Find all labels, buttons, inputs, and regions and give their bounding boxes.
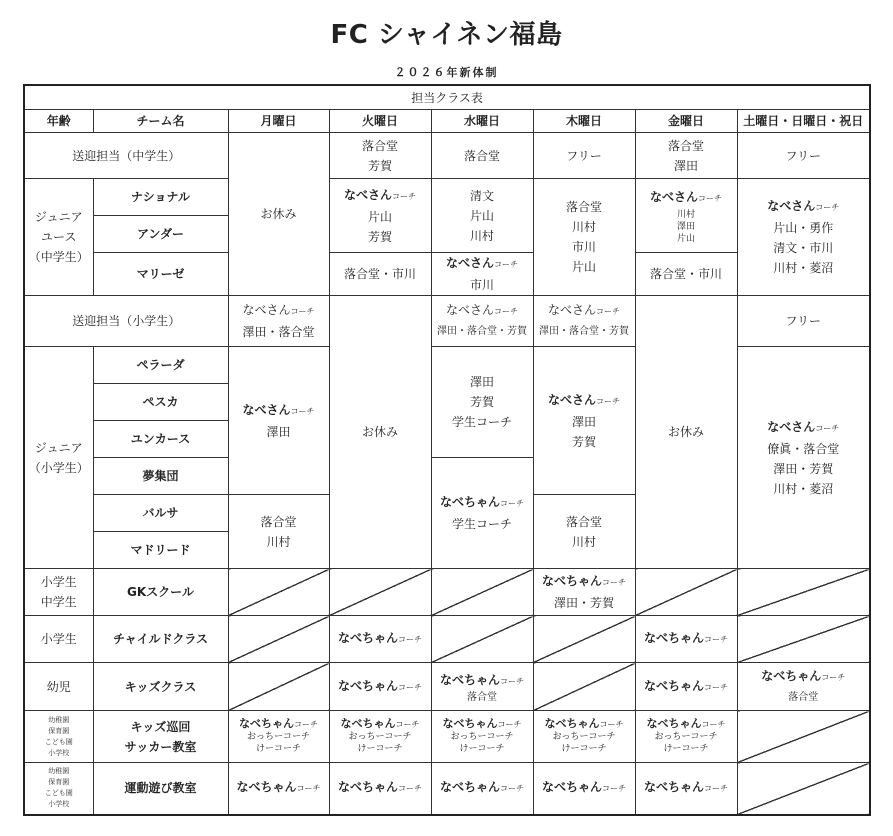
empty-cell xyxy=(737,711,870,763)
empty-cell xyxy=(431,569,533,616)
table-header-row xyxy=(24,110,870,133)
cell-undo-fri: なべちゃんコーチ xyxy=(635,763,737,815)
table-caption: 担当クラス表 xyxy=(24,85,870,110)
cell-tour-wed: なべちゃんコーチ おっちーコーチ けーコーチ xyxy=(431,711,533,763)
cell-kids-fri: なべちゃんコーチ xyxy=(635,663,737,711)
cell-child-fri: なべちゃんコーチ xyxy=(635,616,737,663)
cell-undo-tue: なべちゃんコーチ xyxy=(329,763,431,815)
cell-jhs-wed-bottom: なべさんコーチ 市川 xyxy=(431,253,533,296)
table-row xyxy=(24,663,870,711)
table-row xyxy=(24,569,870,616)
cell-jhs-pickup-sat: フリー xyxy=(737,133,870,179)
cell-jhs-pickup-tue: 落合堂 芳賀 xyxy=(329,133,431,179)
cell-tour-thu: なべちゃんコーチ おっちーコーチ けーコーチ xyxy=(533,711,635,763)
cell-jhs-fri-bottom: 落合堂・市川 xyxy=(635,253,737,296)
cell-undo-wed: なべちゃんコーチ xyxy=(431,763,533,815)
team-pelada: ペラーダ xyxy=(93,347,228,384)
cell-child-tue: なべちゃんコーチ xyxy=(329,616,431,663)
cell-kids-wed: なべちゃんコーチ 落合堂 xyxy=(431,663,533,711)
empty-cell xyxy=(635,569,737,616)
age-label-junior-youth: ジュニア ユース （中学生） xyxy=(24,179,93,296)
cell-es-pickup-wed: なべさんコーチ 澤田・落合堂・芳賀 xyxy=(431,296,533,347)
cell-jhs-thu: 落合堂 川村 市川 片山 xyxy=(533,179,635,296)
age-child: 小学生 xyxy=(24,616,93,663)
col-header-mon: 月曜日 xyxy=(228,110,329,133)
table-row xyxy=(24,616,870,663)
team-marise: マリーゼ xyxy=(93,253,228,296)
age-label-junior: ジュニア （小学生） xyxy=(24,347,93,569)
cell-es-mon: なべさんコーチ 澤田 xyxy=(228,347,329,495)
empty-cell xyxy=(737,616,870,663)
empty-cell xyxy=(329,569,431,616)
page-subtitle: ２０２６年新体制 xyxy=(394,66,499,79)
col-header-tue: 火曜日 xyxy=(329,110,431,133)
empty-cell xyxy=(737,763,870,815)
cell-tour-fri: なべちゃんコーチ おっちーコーチ けーコーチ xyxy=(635,711,737,763)
team-kids: キッズクラス xyxy=(93,663,228,711)
table-row xyxy=(24,763,870,815)
team-madrid: マドリード xyxy=(93,532,228,569)
page-title: FC シャイネン福島 xyxy=(330,20,563,50)
empty-cell xyxy=(228,569,329,616)
cell-jhs-pickup-thu: フリー xyxy=(533,133,635,179)
cell-jhs-fri: なべさんコーチ 川村 澤田 片山 xyxy=(635,179,737,253)
cell-undo-mon: なべちゃんコーチ xyxy=(228,763,329,815)
col-header-age: 年齢 xyxy=(24,110,93,133)
pickup-label-jhs: 送迎担当（中学生） xyxy=(24,133,228,179)
cell-es-wed: 澤田 芳賀 学生コーチ xyxy=(431,347,533,458)
empty-cell xyxy=(533,663,635,711)
col-header-team: チーム名 xyxy=(93,110,228,133)
team-child: チャイルドクラス xyxy=(93,616,228,663)
empty-cell xyxy=(533,616,635,663)
empty-cell xyxy=(737,569,870,616)
cell-es-thu: なべさんコーチ 澤田 芳賀 xyxy=(533,347,635,495)
cell-es-mon-bottom: 落合堂 川村 xyxy=(228,495,329,569)
table-row xyxy=(24,711,870,763)
cell-es-thu-bottom: 落合堂 川村 xyxy=(533,495,635,569)
cell-kids-tue: なべちゃんコーチ xyxy=(329,663,431,711)
cell-kids-sat: なべちゃんコーチ 落合堂 xyxy=(737,663,870,711)
age-undo: 幼稚園 保育園 こども園 小学校 xyxy=(24,763,93,815)
table-row xyxy=(24,296,870,347)
cell-tour-tue: なべちゃんコーチ おっちーコーチ けーコーチ xyxy=(329,711,431,763)
cell-es-pickup-thu: なべさんコーチ 澤田・落合堂・芳賀 xyxy=(533,296,635,347)
cell-jhs-mon: お休み xyxy=(228,133,329,296)
cell-jhs-tue-bottom: 落合堂・市川 xyxy=(329,253,431,296)
col-header-thu: 木曜日 xyxy=(533,110,635,133)
cell-es-tue: お休み xyxy=(329,296,431,569)
empty-cell xyxy=(431,616,533,663)
age-kids: 幼児 xyxy=(24,663,93,711)
pickup-label-es: 送迎担当（小学生） xyxy=(24,296,228,347)
table-row xyxy=(24,133,870,179)
cell-es-sat: なべさんコーチ 僚眞・落合堂 澤田・芳賀 川村・菱沼 xyxy=(737,347,870,569)
cell-jhs-pickup-wed: 落合堂 xyxy=(431,133,533,179)
empty-cell xyxy=(228,616,329,663)
schedule-table xyxy=(23,84,871,816)
cell-es-wed-bottom: なべちゃんコーチ 学生コーチ xyxy=(431,458,533,569)
table-row xyxy=(24,179,870,216)
cell-jhs-wed: 清文 片山 川村 xyxy=(431,179,533,253)
table-row xyxy=(24,347,870,384)
team-undo: 運動遊び教室 xyxy=(93,763,228,815)
cell-jhs-tue: なべさんコーチ 片山 芳賀 xyxy=(329,179,431,253)
cell-es-pickup-sat: フリー xyxy=(737,296,870,347)
team-under: アンダー xyxy=(93,216,228,253)
empty-cell xyxy=(228,663,329,711)
cell-jhs-sat: なべさんコーチ 片山・勇作 清文・市川 川村・菱沼 xyxy=(737,179,870,296)
team-junkers: ユンカース xyxy=(93,421,228,458)
team-pesca: ペスカ xyxy=(93,384,228,421)
team-gk: GKスクール xyxy=(93,569,228,616)
cell-es-pickup-mon: なべさんコーチ 澤田・落合堂 xyxy=(228,296,329,347)
team-barca: バルサ xyxy=(93,495,228,532)
cell-gk-thu: なべちゃんコーチ 澤田・芳賀 xyxy=(533,569,635,616)
col-header-fri: 金曜日 xyxy=(635,110,737,133)
cell-jhs-pickup-fri: 落合堂 澤田 xyxy=(635,133,737,179)
col-header-wed: 水曜日 xyxy=(431,110,533,133)
cell-undo-thu: なべちゃんコーチ xyxy=(533,763,635,815)
cell-es-fri: お休み xyxy=(635,296,737,569)
team-national: ナショナル xyxy=(93,179,228,216)
team-tour: キッズ巡回 サッカー教室 xyxy=(93,711,228,763)
col-header-sat: 土曜日・日曜日・祝日 xyxy=(737,110,870,133)
age-tour: 幼稚園 保育園 こども園 小学校 xyxy=(24,711,93,763)
age-gk: 小学生 中学生 xyxy=(24,569,93,616)
team-yume: 夢集団 xyxy=(93,458,228,495)
cell-tour-mon: なべちゃんコーチ おっちーコーチ けーコーチ xyxy=(228,711,329,763)
